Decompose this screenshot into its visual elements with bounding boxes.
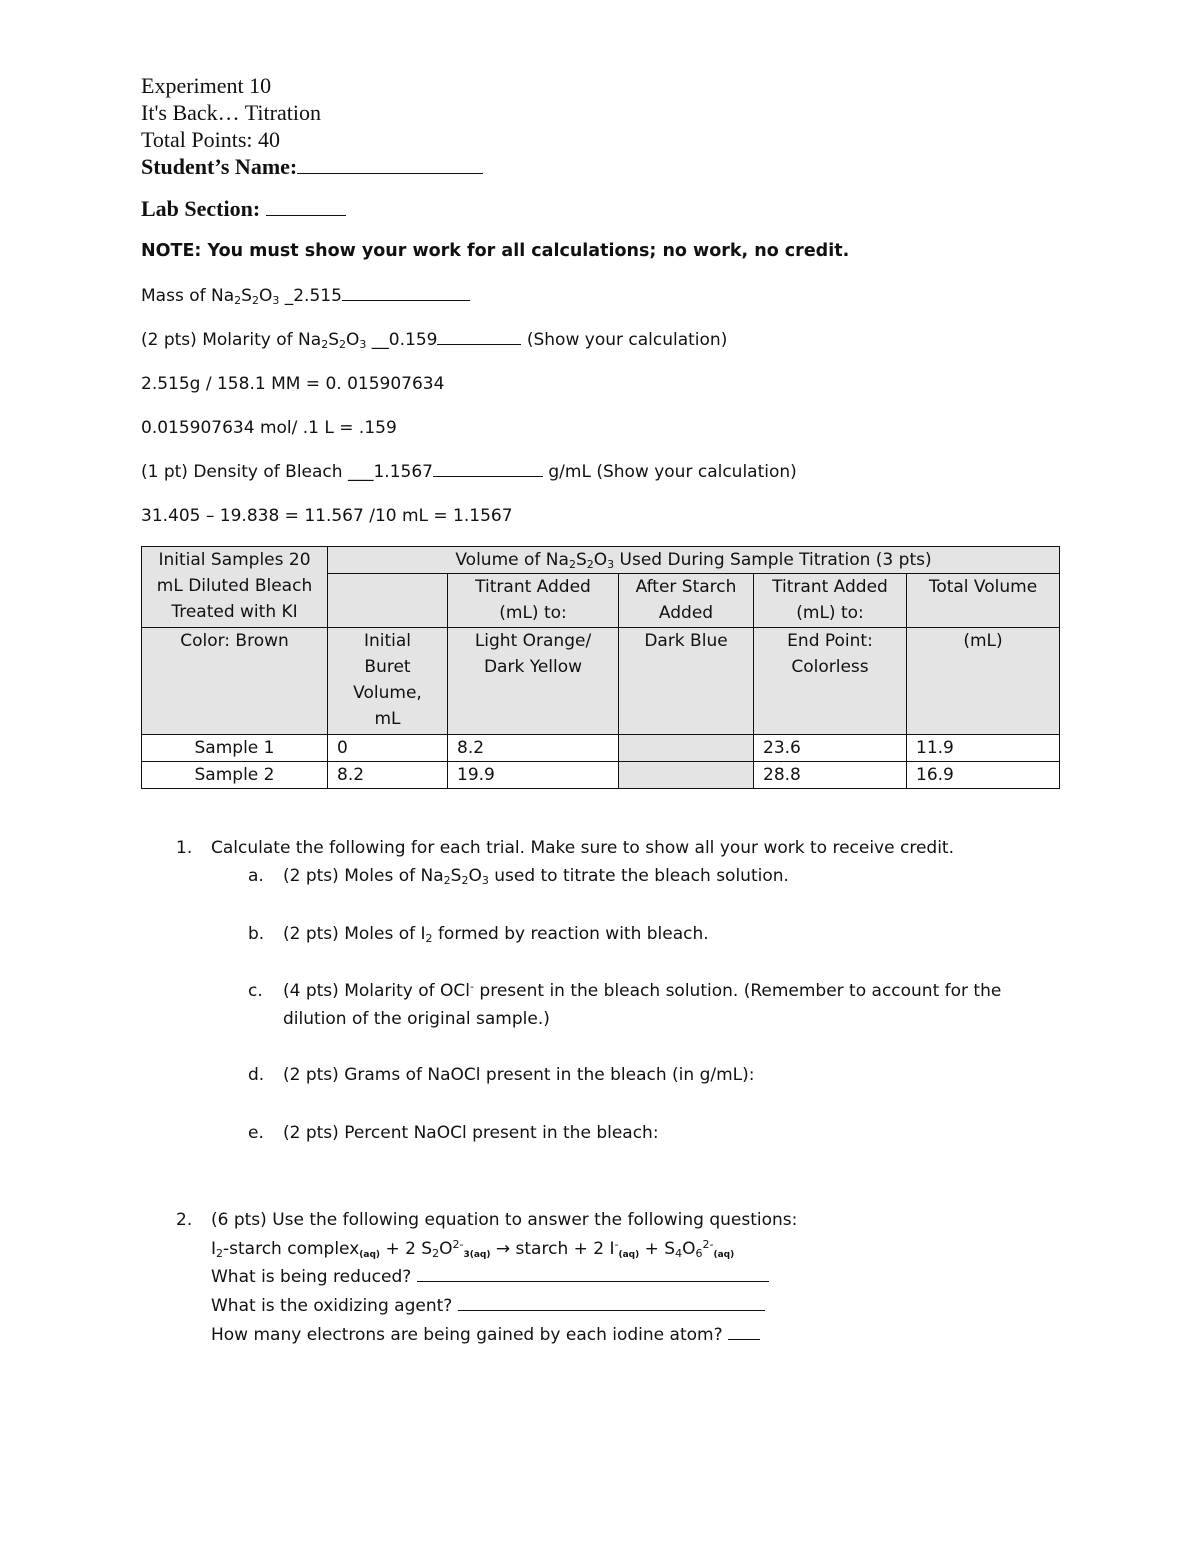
titrant-added-header-2: Titrant Added (mL) to: bbox=[754, 574, 907, 628]
total-points: Total Points: 40 bbox=[141, 127, 281, 152]
electrons-question: How many electrons are being gained by each iodine atom? bbox=[211, 1324, 760, 1346]
mass-line: Mass of $Na_2S_2O_3$ _2.515 bbox=[141, 285, 470, 307]
total-volume[interactable]: 16.9 bbox=[907, 762, 1060, 789]
question-2-text: (6 pts) Use the following equation to answer the following questions: bbox=[211, 1210, 798, 1230]
question-1a-label: a. bbox=[248, 866, 264, 886]
reaction-equation: $I_2$-starch complex$_{(aq)}$ + 2 $S_2O^{2-}_{3(aq)}$ → starch + 2 $I^-_{(aq)} + S_4O_6^{2-}_{(aq)}$ bbox=[211, 1238, 735, 1260]
question-1e-text: (2 pts) Percent NaOCl present in the bleach: bbox=[283, 1123, 659, 1143]
question-1c-text: (4 pts) Molarity of OCl- present in the bleach solution. (Remember to account for the bbox=[283, 980, 1002, 1001]
student-name-row bbox=[141, 153, 483, 180]
titrant-added-header-1: Titrant Added (mL) to: bbox=[448, 574, 619, 628]
density-unit: g/mL (Show your calculation) bbox=[548, 462, 797, 482]
question-1-text: Calculate the following for each trial. Make sure to show all your work to receive credit. bbox=[211, 838, 954, 858]
titration-table bbox=[141, 546, 1060, 789]
density-label: (1 pt) Density of Bleach bbox=[141, 462, 343, 482]
initial-buret-cell: Initial Buret Volume, mL bbox=[328, 628, 448, 735]
question-1b-text: (2 pts) Moles of $I_2$ formed by reaction with bleach. bbox=[283, 924, 709, 945]
oxidizing-agent-question: What is the oxidizing agent? bbox=[211, 1295, 765, 1317]
question-1b-label: b. bbox=[248, 924, 265, 944]
calculation-2: 0.015907634 mol/ .1 L = .159 bbox=[141, 418, 397, 438]
question-1d-text: (2 pts) Grams of NaOCl present in the bleach (in g/mL): bbox=[283, 1065, 755, 1085]
reduced-answer-field[interactable] bbox=[417, 1267, 769, 1282]
mass-blank bbox=[342, 286, 470, 301]
molarity-blank bbox=[437, 330, 521, 345]
work-note: NOTE: You must show your work for all calculations; no work, no credit. bbox=[141, 241, 850, 261]
sample-label: Sample 2 bbox=[142, 762, 328, 789]
molarity-line: (2 pts) Molarity of $Na_2S_2O_3$ __0.159 (Show your calculation) bbox=[141, 330, 728, 351]
end-point-volume[interactable]: 28.8 bbox=[754, 762, 907, 789]
molarity-value: __0.159 bbox=[371, 330, 438, 350]
mass-value: _2.515 bbox=[284, 286, 342, 306]
total-volume[interactable]: 11.9 bbox=[907, 735, 1060, 762]
density-line bbox=[141, 461, 797, 483]
dark-blue-cell: Dark Blue bbox=[619, 628, 754, 735]
mass-label: Mass of Na bbox=[141, 286, 235, 306]
lab-section-label: Lab Section: bbox=[141, 196, 261, 221]
ml-unit-cell: (mL) bbox=[907, 628, 1060, 735]
sample-label: Sample 1 bbox=[142, 735, 328, 762]
question-1-number: 1. bbox=[176, 838, 193, 858]
document-title: It's Back… Titration bbox=[141, 100, 321, 125]
density-blank bbox=[433, 462, 543, 477]
question-1a-text: (2 pts) Moles of $Na_2S_2O_3$ used to titrate the bleach solution. bbox=[283, 866, 789, 887]
table-row bbox=[142, 735, 1060, 762]
question-2-number: 2. bbox=[176, 1210, 193, 1230]
lab-section-field[interactable] bbox=[266, 197, 346, 216]
total-volume-header: Total Volume bbox=[907, 574, 1060, 628]
lab-section-row bbox=[141, 195, 346, 222]
question-1c-label: c. bbox=[248, 981, 263, 1001]
table-row bbox=[142, 762, 1060, 789]
empty-header-cell bbox=[328, 574, 448, 628]
oxidizing-agent-answer-field[interactable] bbox=[458, 1296, 765, 1311]
after-starch-volume bbox=[619, 735, 754, 762]
question-1c-text-line2: dilution of the original sample.) bbox=[283, 1009, 550, 1029]
question-1e-label: e. bbox=[248, 1123, 264, 1143]
question-1d-label: d. bbox=[248, 1065, 265, 1085]
electrons-answer-field[interactable] bbox=[728, 1325, 760, 1340]
color-brown-cell: Color: Brown bbox=[142, 628, 328, 735]
light-orange-volume[interactable]: 8.2 bbox=[448, 735, 619, 762]
initial-volume[interactable]: 0 bbox=[328, 735, 448, 762]
density-value: ___1.1567 bbox=[347, 462, 433, 482]
student-name-field[interactable] bbox=[297, 155, 483, 174]
molarity-label: (2 pts) Molarity of Na bbox=[141, 330, 322, 350]
light-orange-volume[interactable]: 19.9 bbox=[448, 762, 619, 789]
student-name-label: Student’s Name: bbox=[141, 154, 298, 179]
light-orange-cell: Light Orange/ Dark Yellow bbox=[448, 628, 619, 735]
experiment-number: Experiment 10 bbox=[141, 73, 272, 98]
initial-samples-header: Initial Samples 20 mL Diluted Bleach Treated with KI bbox=[142, 547, 328, 628]
after-starch-header: After Starch Added bbox=[619, 574, 754, 628]
reduced-question: What is being reduced? bbox=[211, 1266, 769, 1288]
after-starch-volume bbox=[619, 762, 754, 789]
end-point-volume[interactable]: 23.6 bbox=[754, 735, 907, 762]
end-point-cell: End Point: Colorless bbox=[754, 628, 907, 735]
calculation-1: 2.515g / 158.1 MM = 0. 015907634 bbox=[141, 374, 445, 394]
calculation-3: 31.405 – 19.838 = 11.567 /10 mL = 1.1567 bbox=[141, 506, 513, 526]
volume-header: Volume of $Na_2S_2O_3$ Used During Sample Titration (3 pts) bbox=[328, 547, 1060, 574]
initial-volume[interactable]: 8.2 bbox=[328, 762, 448, 789]
molarity-suffix: (Show your calculation) bbox=[526, 330, 728, 350]
